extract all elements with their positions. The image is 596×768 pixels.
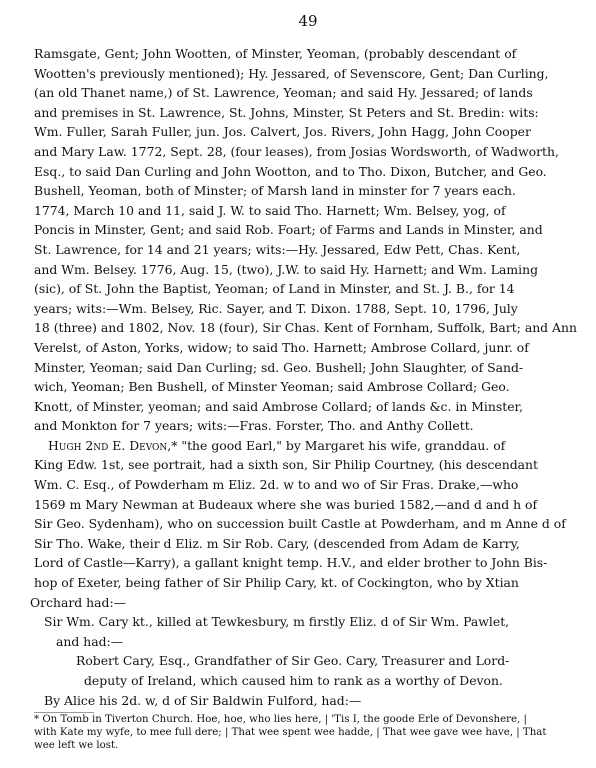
text-line: and Mary Law. 1772, Sept. 28, (four leases), from Josias Wordsworth, of Wadworth, bbox=[34, 143, 559, 159]
text-line: St. Lawrence, for 14 and 21 years; wits:—Hy. Jessared, Edw Pett, Chas. Kent, bbox=[34, 241, 521, 257]
text-line: Knott, of Minster, yeoman; and said Ambrose Collard; of lands &c. in Minster, bbox=[34, 398, 524, 414]
footnote-line: wee left we lost. bbox=[34, 740, 119, 752]
text-line: Sir Geo. Sydenham), who on succession built Castle at Powderham, and m Anne d of bbox=[34, 516, 566, 532]
text-line: and Wm. Belsey. 1776, Aug. 15, (two), J.W. to said Hy. Harnett; and Wm. Laming bbox=[34, 261, 539, 277]
text-line: Esq., to said Dan Curling and John Wootton, and to Tho. Dixon, Butcher, and Geo. bbox=[34, 163, 547, 179]
paragraph-deeds bbox=[34, 44, 582, 436]
text-line: Verelst, of Aston, Yorks, widow; to said Tho. Harnett; Ambrose Collard, junr. of bbox=[34, 339, 529, 355]
text-line: Wm. Fuller, Sarah Fuller, jun. Jos. Calvert, Jos. Rivers, John Hagg, John Cooper bbox=[34, 124, 531, 140]
text-line: and premises in St. Lawrence, St. Johns, Minster, St Peters and St. Bredin: wits: bbox=[34, 104, 539, 120]
text-line: (sic), of St. John the Baptist, Yeoman; of Land in Minster, and St. J. B., for 14 bbox=[34, 281, 515, 297]
hugh-devon-first-line-text: * "the good Earl," by Margaret his wife, granddau. of bbox=[171, 437, 506, 453]
descent-line: deputy of Ireland, which caused him to rank as a worthy of Devon. bbox=[84, 673, 503, 688]
text-line: Poncis in Minster, Gent; and said Rob. Foart; of Farms and Lands in Minster, and bbox=[34, 222, 543, 238]
footnote-line: with Kate my wyfe, to mee full dere; | That wee spent wee hadde, | That wee gave wee have, | That bbox=[34, 727, 547, 739]
text-line: Wootten's previously mentioned); Hy. Jessared, of Sevenscore, Gent; Dan Curling, bbox=[34, 65, 549, 81]
page-number: 49 bbox=[298, 12, 318, 30]
text-line: King Edw. 1st, see portrait, had a sixth son, Sir Philip Courtney, (his descendant bbox=[34, 457, 538, 473]
text-line: 18 (three) and 1802, Nov. 18 (four), Sir Chas. Kent of Fornham, Suffolk, Bart; and Ann bbox=[34, 320, 577, 336]
text-line: (an old Thanet name,) of St. Lawrence, Yeoman; and said Hy. Jessared; of lands bbox=[34, 85, 533, 101]
text-line: years; wits:—Wm. Belsey, Ric. Sayer, and T. Dixon. 1788, Sept. 10, 1796, July bbox=[34, 300, 518, 316]
hugh-devon-heading: Hugh 2nd E. Devon, bbox=[48, 437, 172, 453]
paragraph-hugh-devon bbox=[30, 436, 582, 612]
text-line: Ramsgate, Gent; John Wootten, of Minster, Yeoman, (probably descendant of bbox=[34, 46, 517, 61]
footnote-line: * On Tomb in Tiverton Church. Hoe, hoe, who lies here, | 'Tis I, the goode Erle of Devonshere, | bbox=[34, 714, 527, 726]
text-line: wich, Yeoman; Ben Bushell, of Minster Yeoman; said Ambrose Collard; Geo. bbox=[34, 379, 510, 395]
descent-line: By Alice his 2d. w, d of Sir Baldwin Fulford, had:— bbox=[44, 692, 362, 708]
text-line: Sir Tho. Wake, their d Eliz. m Sir Rob. Cary, (descended from Adam de Karry, bbox=[34, 535, 520, 551]
text-line: 1774, March 10 and 11, said J. W. to said Tho. Harnett; Wm. Belsey, yog, of bbox=[34, 202, 506, 218]
text-line: Lord of Castle—Karry), a gallant knight temp. H.V., and elder brother to John Bis- bbox=[34, 555, 548, 571]
text-line: Minster, Yeoman; said Dan Curling; sd. Geo. Bushell; John Slaughter, of Sand- bbox=[34, 359, 524, 375]
footnote bbox=[34, 713, 582, 752]
text-line: Orchard had:— bbox=[30, 594, 127, 610]
text-line: 1569 m Mary Newman at Budeaux where she was buried 1582,—and d and h of bbox=[34, 496, 538, 512]
text-line: and Monkton for 7 years; wits:—Fras. Forster, Tho. and Anthy Collett. bbox=[34, 418, 474, 434]
text-line: Bushell, Yeoman, both of Minster; of Marsh land in minster for 7 years each. bbox=[34, 183, 516, 199]
descent-line: Robert Cary, Esq., Grandfather of Sir Geo. Cary, Treasurer and Lord- bbox=[76, 653, 510, 669]
paragraph-hugh-first-line bbox=[34, 436, 582, 456]
descent-line: and had:— bbox=[56, 633, 124, 649]
descent-line: Sir Wm. Cary kt., killed at Tewkesbury, m firstly Eliz. d of Sir Wm. Pawlet, bbox=[44, 614, 510, 630]
text-line: Wm. C. Esq., of Powderham m Eliz. 2d. w to and wo of Sir Fras. Drake,—who bbox=[34, 477, 519, 493]
text-line: hop of Exeter, being father of Sir Philip Cary, kt. of Cockington, who by Xtian bbox=[34, 575, 519, 591]
descent-list bbox=[34, 612, 582, 710]
